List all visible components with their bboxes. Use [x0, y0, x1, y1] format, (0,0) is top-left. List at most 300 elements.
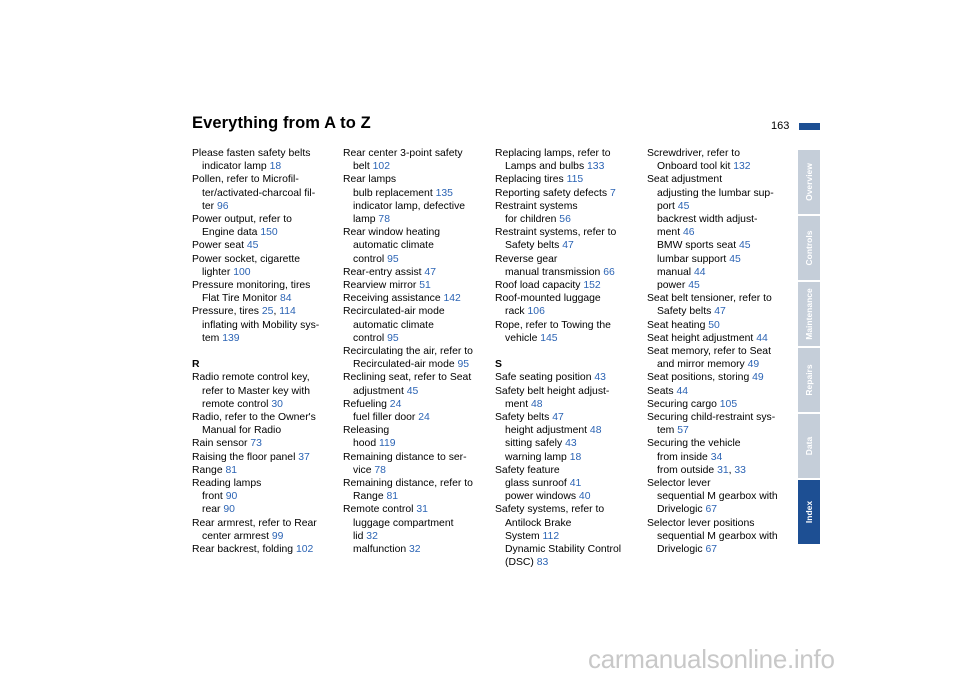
- index-subentry: [495, 517, 637, 530]
- link-separator: ,: [728, 464, 735, 476]
- index-subentry: [343, 490, 485, 503]
- entry-text: Rear backrest, folding: [192, 544, 296, 556]
- page-link[interactable]: 49: [752, 372, 764, 384]
- index-subentry: [495, 543, 637, 556]
- entry-text: control: [353, 332, 388, 344]
- index-entry: [192, 305, 334, 318]
- page-link[interactable]: 83: [536, 557, 549, 569]
- index-subentry: [495, 332, 637, 345]
- index-entry: [192, 147, 334, 160]
- index-entry: [495, 503, 637, 516]
- page-link[interactable]: 73: [250, 438, 262, 450]
- page-title: Everything from A to Z: [192, 114, 371, 132]
- entry-text: Reporting safety defects: [495, 187, 610, 199]
- page-link[interactable]: 90: [225, 491, 238, 503]
- entry-text: rack: [505, 306, 528, 318]
- entry-text: Replacing lamps, refer to: [495, 148, 611, 159]
- page-link[interactable]: 43: [565, 438, 577, 450]
- index-entry: [495, 173, 637, 186]
- page-link[interactable]: 47: [714, 306, 726, 318]
- page-link[interactable]: 150: [260, 227, 278, 239]
- page-link[interactable]: 30: [271, 398, 283, 410]
- index-entry: [647, 517, 789, 530]
- page-link[interactable]: 114: [279, 306, 296, 318]
- page-link[interactable]: 45: [677, 200, 690, 212]
- index-entry: [192, 279, 334, 292]
- page-link[interactable]: 24: [418, 412, 430, 424]
- page-link[interactable]: 44: [756, 332, 768, 344]
- page-link[interactable]: 7: [609, 187, 616, 199]
- entry-text: Reclining seat, refer to Seat: [343, 372, 472, 384]
- index-entry: [647, 332, 789, 345]
- index-subentry: [192, 385, 334, 398]
- page-link[interactable]: 78: [374, 464, 386, 476]
- index-subentry: [192, 424, 334, 437]
- index-subentry: [647, 358, 789, 371]
- entry-text: (DSC): [505, 557, 537, 569]
- entry-text: Seat height adjustment: [647, 332, 757, 344]
- index-letter-heading: [192, 358, 334, 371]
- page-link[interactable]: 45: [406, 385, 419, 397]
- page-link[interactable]: 152: [583, 280, 601, 292]
- entry-text: Selector lever positions: [647, 517, 755, 529]
- entry-text: Flat Tire Monitor: [202, 293, 280, 305]
- index-entry: [647, 411, 789, 424]
- index-entry: [647, 292, 789, 305]
- page-link[interactable]: 81: [225, 464, 238, 476]
- index-subentry: [192, 490, 334, 503]
- entry-text: backrest width adjust-: [657, 214, 758, 226]
- entry-text: rear: [202, 504, 224, 516]
- entry-text: refer to Master key with: [202, 385, 310, 397]
- index-subentry: [192, 398, 334, 411]
- entry-text: malfunction: [353, 544, 410, 556]
- index-subentry: [495, 424, 637, 437]
- page-link[interactable]: 81: [386, 491, 399, 503]
- entry-text: glass sunroof: [505, 478, 570, 490]
- entry-text: R: [192, 359, 200, 371]
- index-entry: [192, 517, 334, 530]
- page-link[interactable]: 67: [705, 504, 718, 516]
- page-link[interactable]: 51: [419, 280, 431, 292]
- page-link[interactable]: 105: [719, 398, 738, 410]
- index-subentry: [647, 226, 789, 239]
- tab-data[interactable]: Data: [798, 414, 820, 478]
- entry-text: and mirror memory: [657, 359, 748, 371]
- page-link[interactable]: 43: [594, 372, 606, 384]
- page-link[interactable]: 57: [677, 425, 689, 437]
- index-entry: [192, 239, 334, 252]
- entry-text: Rearview mirror: [343, 280, 420, 292]
- entry-text: Safety feature: [495, 464, 560, 476]
- index-subentry: [343, 464, 485, 477]
- page-link[interactable]: 49: [747, 359, 760, 371]
- entry-text: sequential M gearbox with: [657, 491, 778, 503]
- page-link[interactable]: 132: [733, 161, 751, 173]
- entry-text: power: [657, 280, 689, 292]
- index-subentry: [495, 213, 637, 226]
- entry-text: Drivelogic: [657, 504, 706, 516]
- entry-text: S: [495, 359, 502, 371]
- entry-text: Releasing: [343, 425, 390, 437]
- entry-text: sitting safely: [505, 438, 566, 450]
- page-link[interactable]: 32: [366, 530, 378, 542]
- index-entry: [343, 147, 485, 160]
- page-link[interactable]: 33: [734, 464, 746, 476]
- index-subentry: [647, 424, 789, 437]
- entry-text: Roof load capacity: [495, 280, 584, 292]
- index-entry: [192, 411, 334, 424]
- watermark: carmanualsonline.info: [588, 644, 835, 674]
- index-subentry: [192, 503, 334, 516]
- entry-text: Recirculated-air mode: [353, 359, 458, 371]
- index-subentry: [495, 266, 637, 279]
- index-subentry: [647, 187, 789, 200]
- entry-text: Range: [192, 464, 226, 476]
- entry-text: BMW sports seat: [657, 240, 739, 252]
- entry-text: Remaining distance to ser-: [343, 451, 467, 463]
- index-entry: [495, 371, 637, 384]
- entry-text: Securing the vehicle: [647, 438, 741, 450]
- index-subentry: [495, 239, 637, 252]
- page-link[interactable]: 46: [683, 227, 695, 239]
- index-entry: [343, 226, 485, 239]
- entry-text: remote control: [202, 398, 272, 410]
- entry-text: Manual for Radio: [202, 425, 282, 437]
- entry-text: sequential M gearbox with: [657, 530, 778, 542]
- entry-text: indicator lamp, defective: [353, 200, 466, 212]
- page-link[interactable]: 102: [372, 161, 390, 173]
- entry-text: manual: [657, 266, 694, 278]
- entry-text: Seat memory, refer to Seat: [647, 346, 771, 358]
- entry-text: front: [202, 491, 226, 503]
- page-link[interactable]: 100: [233, 266, 251, 278]
- entry-text: lamp: [353, 214, 379, 226]
- index-letter-heading: [495, 358, 637, 371]
- entry-text: Recirculating the air, refer to: [343, 346, 473, 358]
- index-subentry: [343, 319, 485, 332]
- page-link[interactable]: 18: [569, 451, 582, 463]
- entry-text: Rope, refer to Towing the: [495, 319, 611, 331]
- page-link[interactable]: 99: [271, 530, 284, 542]
- entry-text: lighter: [202, 266, 234, 278]
- entry-text: Range: [353, 491, 387, 503]
- index-subentry: [647, 200, 789, 213]
- entry-text: automatic climate: [353, 240, 434, 252]
- entry-text: manual transmission: [505, 266, 604, 278]
- page-link[interactable]: 31: [416, 504, 428, 516]
- page-link[interactable]: 31: [717, 464, 729, 476]
- tab-overview[interactable]: Overview: [798, 150, 820, 214]
- entry-text: Rear-entry assist: [343, 266, 425, 278]
- index-subentry: [343, 437, 485, 450]
- page-link[interactable]: 37: [298, 451, 310, 463]
- index-subentry: [647, 451, 789, 464]
- page-link[interactable]: 96: [217, 200, 229, 212]
- page-link[interactable]: 48: [531, 398, 543, 410]
- index-entry: [343, 424, 485, 437]
- entry-text: Restraint systems: [495, 200, 578, 212]
- index-subentry: [343, 385, 485, 398]
- entry-text: from outside: [657, 464, 718, 476]
- entry-text: Pressure, tires: [192, 306, 262, 318]
- entry-text: Lamps and bulbs: [505, 161, 588, 173]
- index-entry: [192, 543, 334, 556]
- index-subentry: [647, 464, 789, 477]
- page-link[interactable]: 25: [261, 306, 274, 318]
- entry-text: Safety belt height adjust-: [495, 385, 610, 397]
- index-subentry: [343, 358, 485, 371]
- entry-text: inflating with Mobility sys-: [202, 319, 320, 331]
- index-entry: [495, 319, 637, 332]
- index-subentry: [343, 332, 485, 345]
- index-entry: [495, 200, 637, 213]
- index-subentry: [192, 530, 334, 543]
- entry-text: automatic climate: [353, 319, 434, 331]
- index-entry: [647, 477, 789, 490]
- page-link[interactable]: 142: [443, 293, 461, 305]
- page-link[interactable]: 50: [708, 319, 720, 331]
- entry-text: power windows: [505, 491, 579, 503]
- index-entry: [343, 371, 485, 384]
- entry-text: Rear center 3-point safety: [343, 148, 463, 159]
- entry-text: Seat adjustment: [647, 174, 723, 186]
- index-entry: [343, 279, 485, 292]
- index-subentry: [647, 213, 789, 226]
- entry-text: height adjustment: [505, 425, 590, 437]
- page-link[interactable]: 48: [589, 425, 602, 437]
- entry-text: control: [353, 253, 388, 265]
- page-link[interactable]: 41: [569, 478, 582, 490]
- index-entry: [343, 451, 485, 464]
- entry-text: bulb replacement: [353, 187, 436, 199]
- index-entry: [495, 385, 637, 398]
- page-link[interactable]: 47: [552, 412, 564, 424]
- entry-text: Remaining distance, refer to: [343, 478, 473, 490]
- page-link[interactable]: 133: [587, 161, 605, 173]
- index-entry: [495, 279, 637, 292]
- entry-text: Antilock Brake: [505, 517, 572, 529]
- page-link[interactable]: 44: [693, 266, 706, 278]
- page-link[interactable]: 66: [603, 266, 615, 278]
- page-link[interactable]: 90: [223, 504, 235, 516]
- index-subentry: [343, 213, 485, 226]
- page-link[interactable]: 40: [578, 491, 591, 503]
- index-subentry: [192, 226, 334, 239]
- tab-maintenance[interactable]: Maintenance: [798, 282, 820, 346]
- entry-spacer: [192, 345, 334, 358]
- page-link[interactable]: 139: [222, 332, 240, 344]
- entry-text: Seat belt tensioner, refer to: [647, 293, 772, 305]
- page-link[interactable]: 47: [424, 266, 436, 278]
- page-link[interactable]: 106: [527, 306, 545, 318]
- section-tabs: [798, 150, 820, 546]
- entry-text: Restraint systems, refer to: [495, 227, 617, 239]
- index-subentry: [343, 200, 485, 213]
- index-column-4: [647, 147, 789, 556]
- entry-text: Recirculated-air mode: [343, 306, 445, 318]
- index-subentry: [647, 530, 789, 543]
- index-subentry: [192, 200, 334, 213]
- index-entry: [495, 464, 637, 477]
- index-subentry: [647, 253, 789, 266]
- entry-text: Safety belts: [657, 306, 715, 318]
- index-entry: [647, 173, 789, 186]
- index-entry: [343, 345, 485, 358]
- index-subentry: [647, 543, 789, 556]
- index-subentry: [343, 411, 485, 424]
- entry-text: Rear window heating: [343, 227, 441, 239]
- page-link[interactable]: 78: [378, 214, 390, 226]
- entry-text: ment: [505, 398, 531, 410]
- entry-text: ter/activated-charcoal fil-: [202, 187, 316, 199]
- index-entry: [647, 437, 789, 450]
- index-entry: [495, 292, 637, 305]
- entry-text: tem: [202, 332, 223, 344]
- entry-text: Engine data: [202, 227, 261, 239]
- index-entry: [192, 173, 334, 186]
- index-subentry: [647, 279, 789, 292]
- entry-text: Rear armrest, refer to Rear: [192, 517, 317, 529]
- index-subentry: [192, 332, 334, 345]
- page-link[interactable]: 32: [409, 544, 421, 556]
- entry-text: from inside: [657, 451, 711, 463]
- entry-text: Rain sensor: [192, 438, 251, 450]
- entry-text: ment: [657, 227, 683, 239]
- page-link[interactable]: 135: [435, 187, 453, 199]
- index-subentry: [495, 490, 637, 503]
- tab-controls[interactable]: Controls: [798, 216, 820, 280]
- index-subentry: [192, 266, 334, 279]
- page-link[interactable]: 44: [676, 385, 689, 397]
- page-link[interactable]: 18: [269, 161, 282, 173]
- entry-text: port: [657, 200, 678, 212]
- index-entry: [192, 451, 334, 464]
- page-link[interactable]: 45: [739, 240, 751, 252]
- page-link[interactable]: 145: [540, 332, 558, 344]
- index-entry: [343, 266, 485, 279]
- entry-text: Seat positions, storing: [647, 372, 753, 384]
- page-link[interactable]: 34: [710, 451, 723, 463]
- page-link[interactable]: 102: [295, 544, 314, 556]
- index-subentry: [343, 160, 485, 173]
- entry-text: Receiving assistance: [343, 293, 444, 305]
- index-subentry: [192, 160, 334, 173]
- tab-index[interactable]: Index: [798, 480, 820, 544]
- index-entry: [495, 226, 637, 239]
- index-entry: [192, 253, 334, 266]
- page-link[interactable]: 45: [688, 280, 700, 292]
- entry-text: Onboard tool kit: [657, 161, 734, 173]
- entry-text: Dynamic Stability Control: [505, 544, 622, 556]
- index-entry: [647, 398, 789, 411]
- entry-text: Roof-mounted luggage: [495, 293, 601, 305]
- index-entry: [647, 385, 789, 398]
- page-link[interactable]: 45: [729, 253, 741, 265]
- entry-text: belt: [353, 161, 373, 173]
- index-subentry: [647, 266, 789, 279]
- page-link[interactable]: 95: [457, 359, 470, 371]
- index-subentry: [343, 517, 485, 530]
- index-column-1: [192, 147, 334, 556]
- index-subentry: [647, 305, 789, 318]
- page-link[interactable]: 45: [246, 240, 259, 252]
- index-entry: [192, 437, 334, 450]
- index-subentry: [647, 490, 789, 503]
- entry-text: Remote control: [343, 504, 417, 516]
- index-entry: [343, 503, 485, 516]
- index-entry: [647, 345, 789, 358]
- index-entry: [495, 187, 637, 200]
- page-link[interactable]: 95: [387, 253, 399, 265]
- page-marker: [799, 123, 820, 130]
- entry-text: Power seat: [192, 240, 247, 252]
- index-subentry: [495, 398, 637, 411]
- entry-text: vehicle: [505, 332, 541, 344]
- entry-text: Radio remote control key,: [192, 372, 310, 384]
- index-entry: [192, 464, 334, 477]
- page-link[interactable]: 47: [562, 240, 574, 252]
- page-link[interactable]: 24: [389, 398, 402, 410]
- entry-text: Securing child-restraint sys-: [647, 412, 776, 424]
- index-subentry: [495, 477, 637, 490]
- index-subentry: [343, 187, 485, 200]
- index-subentry: [647, 239, 789, 252]
- entry-text: fuel filler door: [353, 412, 419, 424]
- entry-text: Screwdriver, refer to: [647, 148, 740, 159]
- page-link[interactable]: 119: [379, 438, 396, 450]
- page-link[interactable]: 112: [542, 530, 560, 542]
- link-separator: ,: [273, 306, 280, 318]
- entry-text: warning lamp: [505, 451, 570, 463]
- entry-text: Selector lever: [647, 478, 711, 490]
- page-link[interactable]: 95: [387, 332, 399, 344]
- index-subentry: [192, 292, 334, 305]
- entry-text: vice: [353, 464, 375, 476]
- entry-text: Pressure monitoring, tires: [192, 280, 311, 292]
- tab-repairs[interactable]: Repairs: [798, 348, 820, 412]
- index-subentry: [495, 451, 637, 464]
- index-column-3: [495, 147, 637, 569]
- index-subentry: [647, 160, 789, 173]
- page-link[interactable]: 84: [279, 293, 292, 305]
- index-subentry: [495, 556, 637, 569]
- entry-text: Safe seating position: [495, 372, 595, 384]
- entry-text: center armrest: [202, 530, 272, 542]
- page-link[interactable]: 115: [566, 174, 584, 186]
- entry-spacer: [495, 345, 637, 358]
- entry-text: lumbar support: [657, 253, 730, 265]
- index-entry: [192, 477, 334, 490]
- page-number: 163: [771, 120, 790, 132]
- entry-text: adjusting the lumbar sup-: [657, 187, 774, 199]
- entry-text: System: [505, 530, 543, 542]
- entry-text: Rear lamps: [343, 174, 397, 186]
- index-subentry: [343, 543, 485, 556]
- entry-text: hood: [353, 438, 380, 450]
- entry-text: adjustment: [353, 385, 407, 397]
- entry-text: Seats: [647, 385, 677, 397]
- page-link[interactable]: 56: [559, 214, 571, 226]
- page-link[interactable]: 67: [705, 544, 718, 556]
- index-entry: [647, 319, 789, 332]
- entry-text: indicator lamp: [202, 161, 270, 173]
- entry-text: Safety belts: [505, 240, 563, 252]
- entry-text: Pollen, refer to Microfil-: [192, 174, 299, 186]
- index-subentry: [647, 503, 789, 516]
- index-subentry: [495, 305, 637, 318]
- index-entry: [647, 147, 789, 160]
